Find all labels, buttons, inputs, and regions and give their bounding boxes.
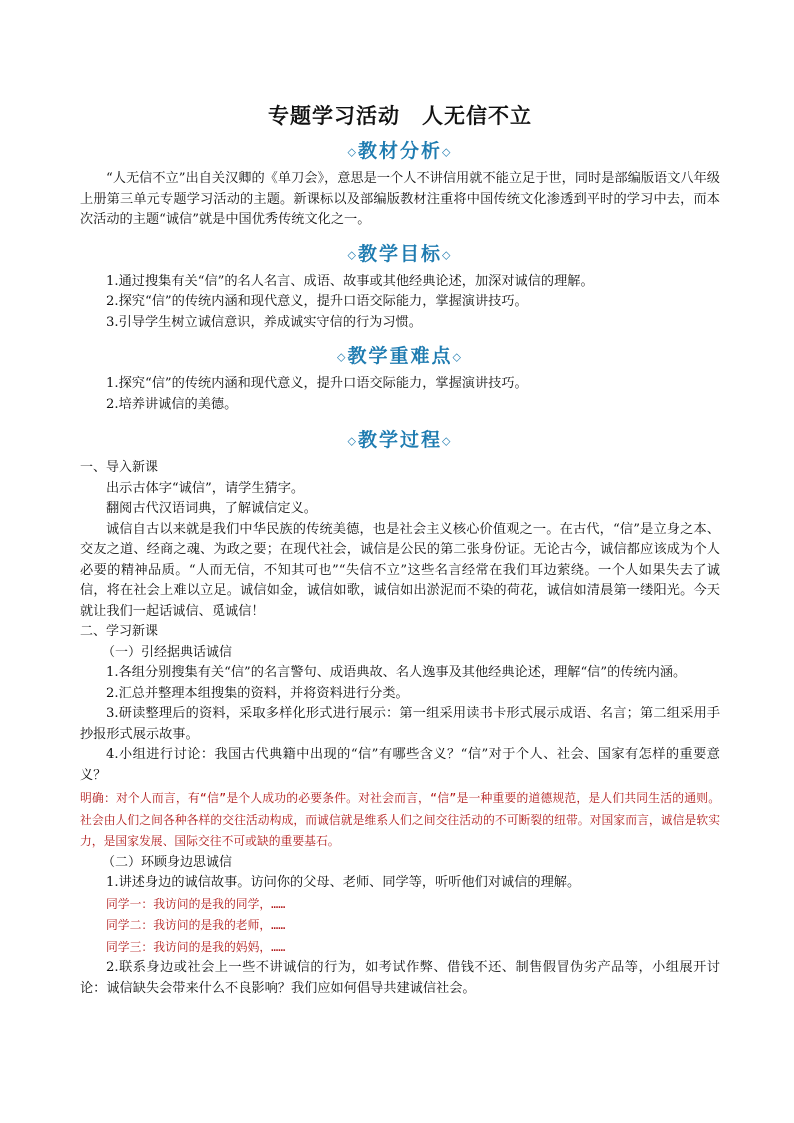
student-note: 同学三：我访问的是我的妈妈，…… <box>106 939 286 954</box>
keypoint-item: 2.培养讲诚信的美德。 <box>106 396 238 412</box>
subsection-heading: （二）环顾身边思诚信 <box>102 854 233 870</box>
subsection-heading: （一）引经据典话诚信 <box>102 644 233 660</box>
section-heading-keypoints <box>80 341 720 368</box>
section-heading-goals <box>80 239 720 266</box>
diamond-icon: ◇ <box>442 248 453 261</box>
section-heading-text: 教学重难点 <box>347 345 453 367</box>
section-heading-text: 教学目标 <box>357 242 442 265</box>
process-line: 出示古体字“诚信”，请学生猜字。 <box>106 480 305 496</box>
goal-item: 3.引导学生树立诚信意识，养成诚实守信的行为习惯。 <box>106 314 422 330</box>
part-heading: 一、导入新课 <box>80 460 159 475</box>
goal-item: 2.探究“信”的传统内涵和现代意义，提升口语交际能力，掌握演讲技巧。 <box>106 294 528 309</box>
process-item: 2.联系身边或社会上一些不讲诚信的行为，如考试作弊、借钱不还、制售假冒伪劣产品等，小组展开讨论：诚信缺失会带来什么不良影响？我们应如何倡导共建诚信社会。 <box>80 960 720 996</box>
process-item: 1.各组分别搜集有关“信”的名言警句、成语典故、名人逸事及其他经典论述，理解“信”的传统内涵。 <box>106 665 687 680</box>
document-content <box>80 100 720 999</box>
answer-note: 明确：对个人而言，有“信”是个人成功的必要条件。对社会而言，“信”是一种重要的道德规范，是人们共同生活的通则。社会由人们之间各种各样的交往活动构成，而诚信就是维系人们之间交往活动的不可断裂的纽带。对国家而言，诚信是软实力，是国家发展、国际交往不可或缺的重要基石。 <box>80 791 720 848</box>
keypoint-item: 1.探究“信”的传统内涵和现代意义，提升口语交际能力，掌握演讲技巧。 <box>106 376 528 391</box>
diamond-icon: ◇ <box>337 350 348 364</box>
section-heading-text: 教学过程 <box>357 429 442 451</box>
part-heading: 二、学习新课 <box>80 624 159 639</box>
diamond-icon: ◇ <box>452 350 463 364</box>
process-item: 4.小组进行讨论：我国古代典籍中出现的“信”有哪些含义？“信”对于个人、社会、国家有怎样的重要意义？ <box>80 747 720 783</box>
diamond-icon: ◇ <box>442 145 453 159</box>
process-item: 3.研读整理后的资料，采取多样化形式进行展示：第一组采用读书卡形式展示成语、名言；第二组采用手抄报形式展示故事。 <box>80 706 720 742</box>
section-heading-process <box>80 425 720 452</box>
section-heading-text: 教材分析 <box>357 140 442 162</box>
diamond-icon: ◇ <box>442 434 453 448</box>
diamond-icon: ◇ <box>347 145 358 159</box>
student-note: 同学二：我访问的是我的老师，…… <box>106 918 286 932</box>
page-title: 专题学习活动 人无信不立 <box>268 104 532 128</box>
process-item: 1.讲述身边的诚信故事。访问你的父母、老师、同学等，听听他们对诚信的理解。 <box>106 875 581 890</box>
diamond-icon: ◇ <box>347 248 358 261</box>
process-line: 翻阅古代汉语词典，了解诚信定义。 <box>106 501 317 516</box>
goal-item: 1.通过搜集有关“信”的名人名言、成语、故事或其他经典论述，加深对诚信的理解。 <box>106 273 594 289</box>
student-note: 同学一：我访问的是我的同学，…… <box>106 896 286 911</box>
diamond-icon: ◇ <box>347 434 358 448</box>
analysis-paragraph: “人无信不立”出自关汉卿的《单刀会》，意思是一个人不讲信用就不能立足于世，同时是部编版语文八年级上册第三单元专题学习活动的主题。新课标以及部编版教材注重将中国传统文化渗透到平时的学习中去，而本次活动的主题“诚信”就是中国优秀传统文化之一。 <box>80 171 720 227</box>
section-heading-analysis <box>80 136 720 163</box>
process-item: 2.汇总并整理本组搜集的资料，并将资料进行分类。 <box>106 685 409 701</box>
intro-paragraph: 诚信自古以来就是我们中华民族的传统美德，也是社会主义核心价值观之一。在古代，“信”是立身之本、交友之道、经商之魂、为政之要；在现代社会，诚信是公民的第二张身份证。无论古今，诚信都应该成为个人必要的精神品质。“人而无信，不知其可也”“失信不立”这些名言经常在我们耳边萦绕。一个人如果失去了诚信，将在社会上难以立足。诚信如金，诚信如歌，诚信如出淤泥而不染的荷花，诚信如清晨第一缕阳光。今天就让我们一起话诚信、觅诚信！ <box>80 521 720 619</box>
